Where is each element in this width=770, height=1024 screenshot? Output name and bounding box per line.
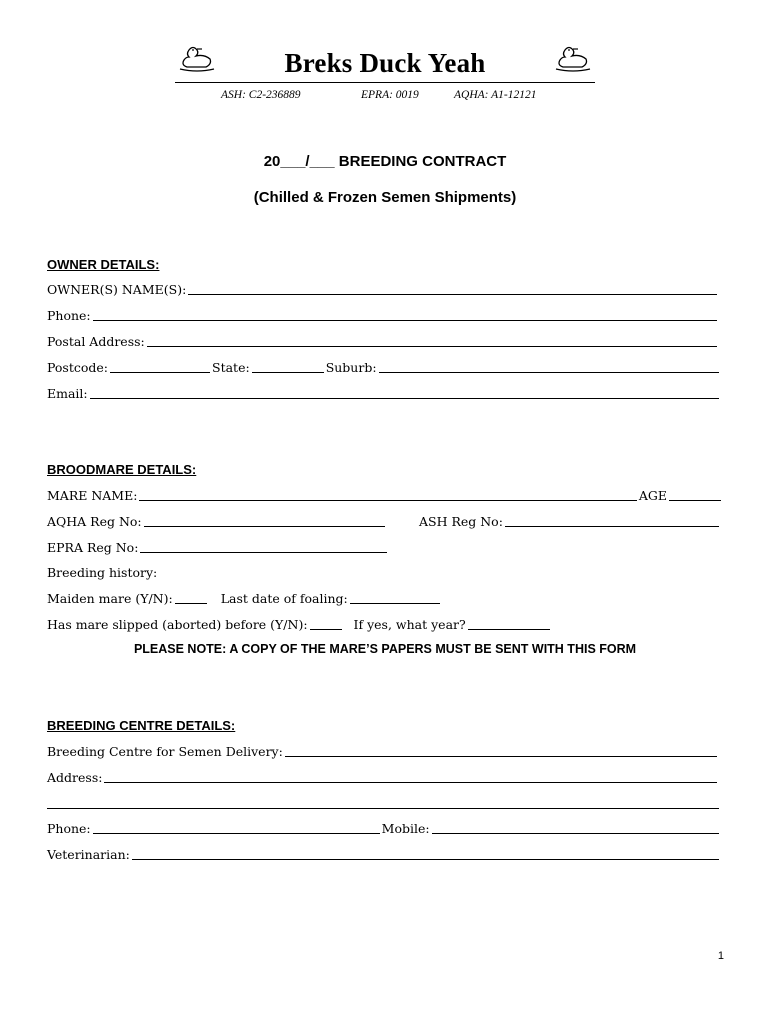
centre-address-label: Address:: [47, 770, 103, 785]
postcode-label: Postcode:: [47, 360, 109, 375]
centre-phone-line[interactable]: [93, 833, 380, 834]
contract-subtitle: (Chilled & Frozen Semen Shipments): [253, 189, 517, 206]
last-foaling-line[interactable]: [350, 603, 440, 604]
slipped-label: Has mare slipped (aborted) before (Y/N):: [47, 617, 308, 632]
mare-name-age-row: [47, 487, 723, 505]
owner-name-line[interactable]: [188, 294, 717, 295]
ash-reg-field[interactable]: [419, 513, 721, 531]
maiden-mare-label: Maiden mare (Y/N):: [47, 591, 173, 606]
papers-note: PLEASE NOTE: A COPY OF THE MARE’S PAPERS MUST BE SENT WITH THIS FORM: [133, 642, 637, 656]
letterhead: [175, 42, 595, 83]
owner-details-heading: OWNER DETAILS:: [47, 257, 160, 272]
postal-address-field[interactable]: [47, 333, 719, 351]
aqha-registration: AQHA: A1-12121: [454, 89, 537, 101]
epra-registration: EPRA: 0019: [361, 89, 419, 101]
year-line[interactable]: [468, 629, 550, 630]
owner-email-line[interactable]: [90, 398, 719, 399]
breeding-centre-heading: BREEDING CENTRE DETAILS:: [47, 718, 236, 733]
owner-phone-label: Phone:: [47, 308, 91, 323]
owner-name-label: OWNER(S) NAME(S):: [47, 282, 187, 297]
broodmare-details-heading: BROODMARE DETAILS:: [47, 462, 197, 477]
owner-email-label: Email:: [47, 386, 88, 401]
maiden-foaling-row: [47, 590, 467, 608]
aqha-reg-field[interactable]: [47, 513, 387, 531]
centre-mobile-label: Mobile:: [381, 821, 430, 836]
state-line[interactable]: [252, 372, 324, 373]
slipped-row: [47, 616, 587, 634]
age-line[interactable]: [669, 500, 721, 501]
centre-phone-mobile-row: [47, 820, 721, 838]
breeding-history-label: Breeding history:: [47, 565, 158, 580]
page-number: 1: [717, 950, 724, 962]
brand-name: Breks Duck Yeah: [284, 48, 486, 78]
maiden-mare-line[interactable]: [175, 603, 207, 604]
centre-mobile-line[interactable]: [432, 833, 719, 834]
semen-delivery-field[interactable]: [47, 743, 719, 761]
semen-delivery-label: Breeding Centre for Semen Delivery:: [47, 744, 283, 759]
owner-phone-line[interactable]: [93, 320, 717, 321]
state-label: State:: [212, 360, 250, 375]
year-label: If yes, what year?: [353, 617, 466, 632]
epra-reg-field[interactable]: [47, 539, 389, 557]
suburb-label: Suburb:: [325, 360, 377, 375]
ash-reg-line[interactable]: [505, 526, 719, 527]
last-foaling-label: Last date of foaling:: [220, 591, 348, 606]
mare-name-label: MARE NAME:: [47, 488, 138, 503]
owner-name-field[interactable]: [47, 281, 719, 299]
aqha-reg-line[interactable]: [144, 526, 385, 527]
slipped-line[interactable]: [310, 629, 342, 630]
ash-registration: ASH: C2-236889: [221, 89, 301, 101]
centre-phone-label: Phone:: [47, 821, 91, 836]
postal-address-label: Postal Address:: [47, 334, 145, 349]
owner-email-field[interactable]: [47, 385, 721, 403]
semen-delivery-line[interactable]: [285, 756, 717, 757]
centre-address-field[interactable]: [47, 769, 719, 787]
postcode-state-suburb-row: [47, 359, 721, 377]
duck-icon: [553, 44, 593, 74]
contract-title: 20___/___ BREEDING CONTRACT: [263, 153, 507, 170]
centre-address-line[interactable]: [104, 782, 717, 783]
aqha-reg-label: AQHA Reg No:: [47, 514, 142, 529]
postcode-line[interactable]: [110, 372, 210, 373]
owner-phone-field[interactable]: [47, 307, 719, 325]
epra-reg-line[interactable]: [140, 552, 387, 553]
veterinarian-line[interactable]: [132, 859, 719, 860]
veterinarian-label: Veterinarian:: [47, 847, 130, 862]
age-label: AGE: [638, 488, 667, 503]
epra-reg-label: EPRA Reg No:: [47, 540, 139, 555]
centre-address-line-2[interactable]: [47, 808, 719, 809]
mare-name-line[interactable]: [139, 500, 636, 501]
ash-reg-label: ASH Reg No:: [419, 514, 503, 529]
postal-address-line[interactable]: [147, 346, 717, 347]
veterinarian-field[interactable]: [47, 846, 721, 864]
suburb-line[interactable]: [379, 372, 719, 373]
